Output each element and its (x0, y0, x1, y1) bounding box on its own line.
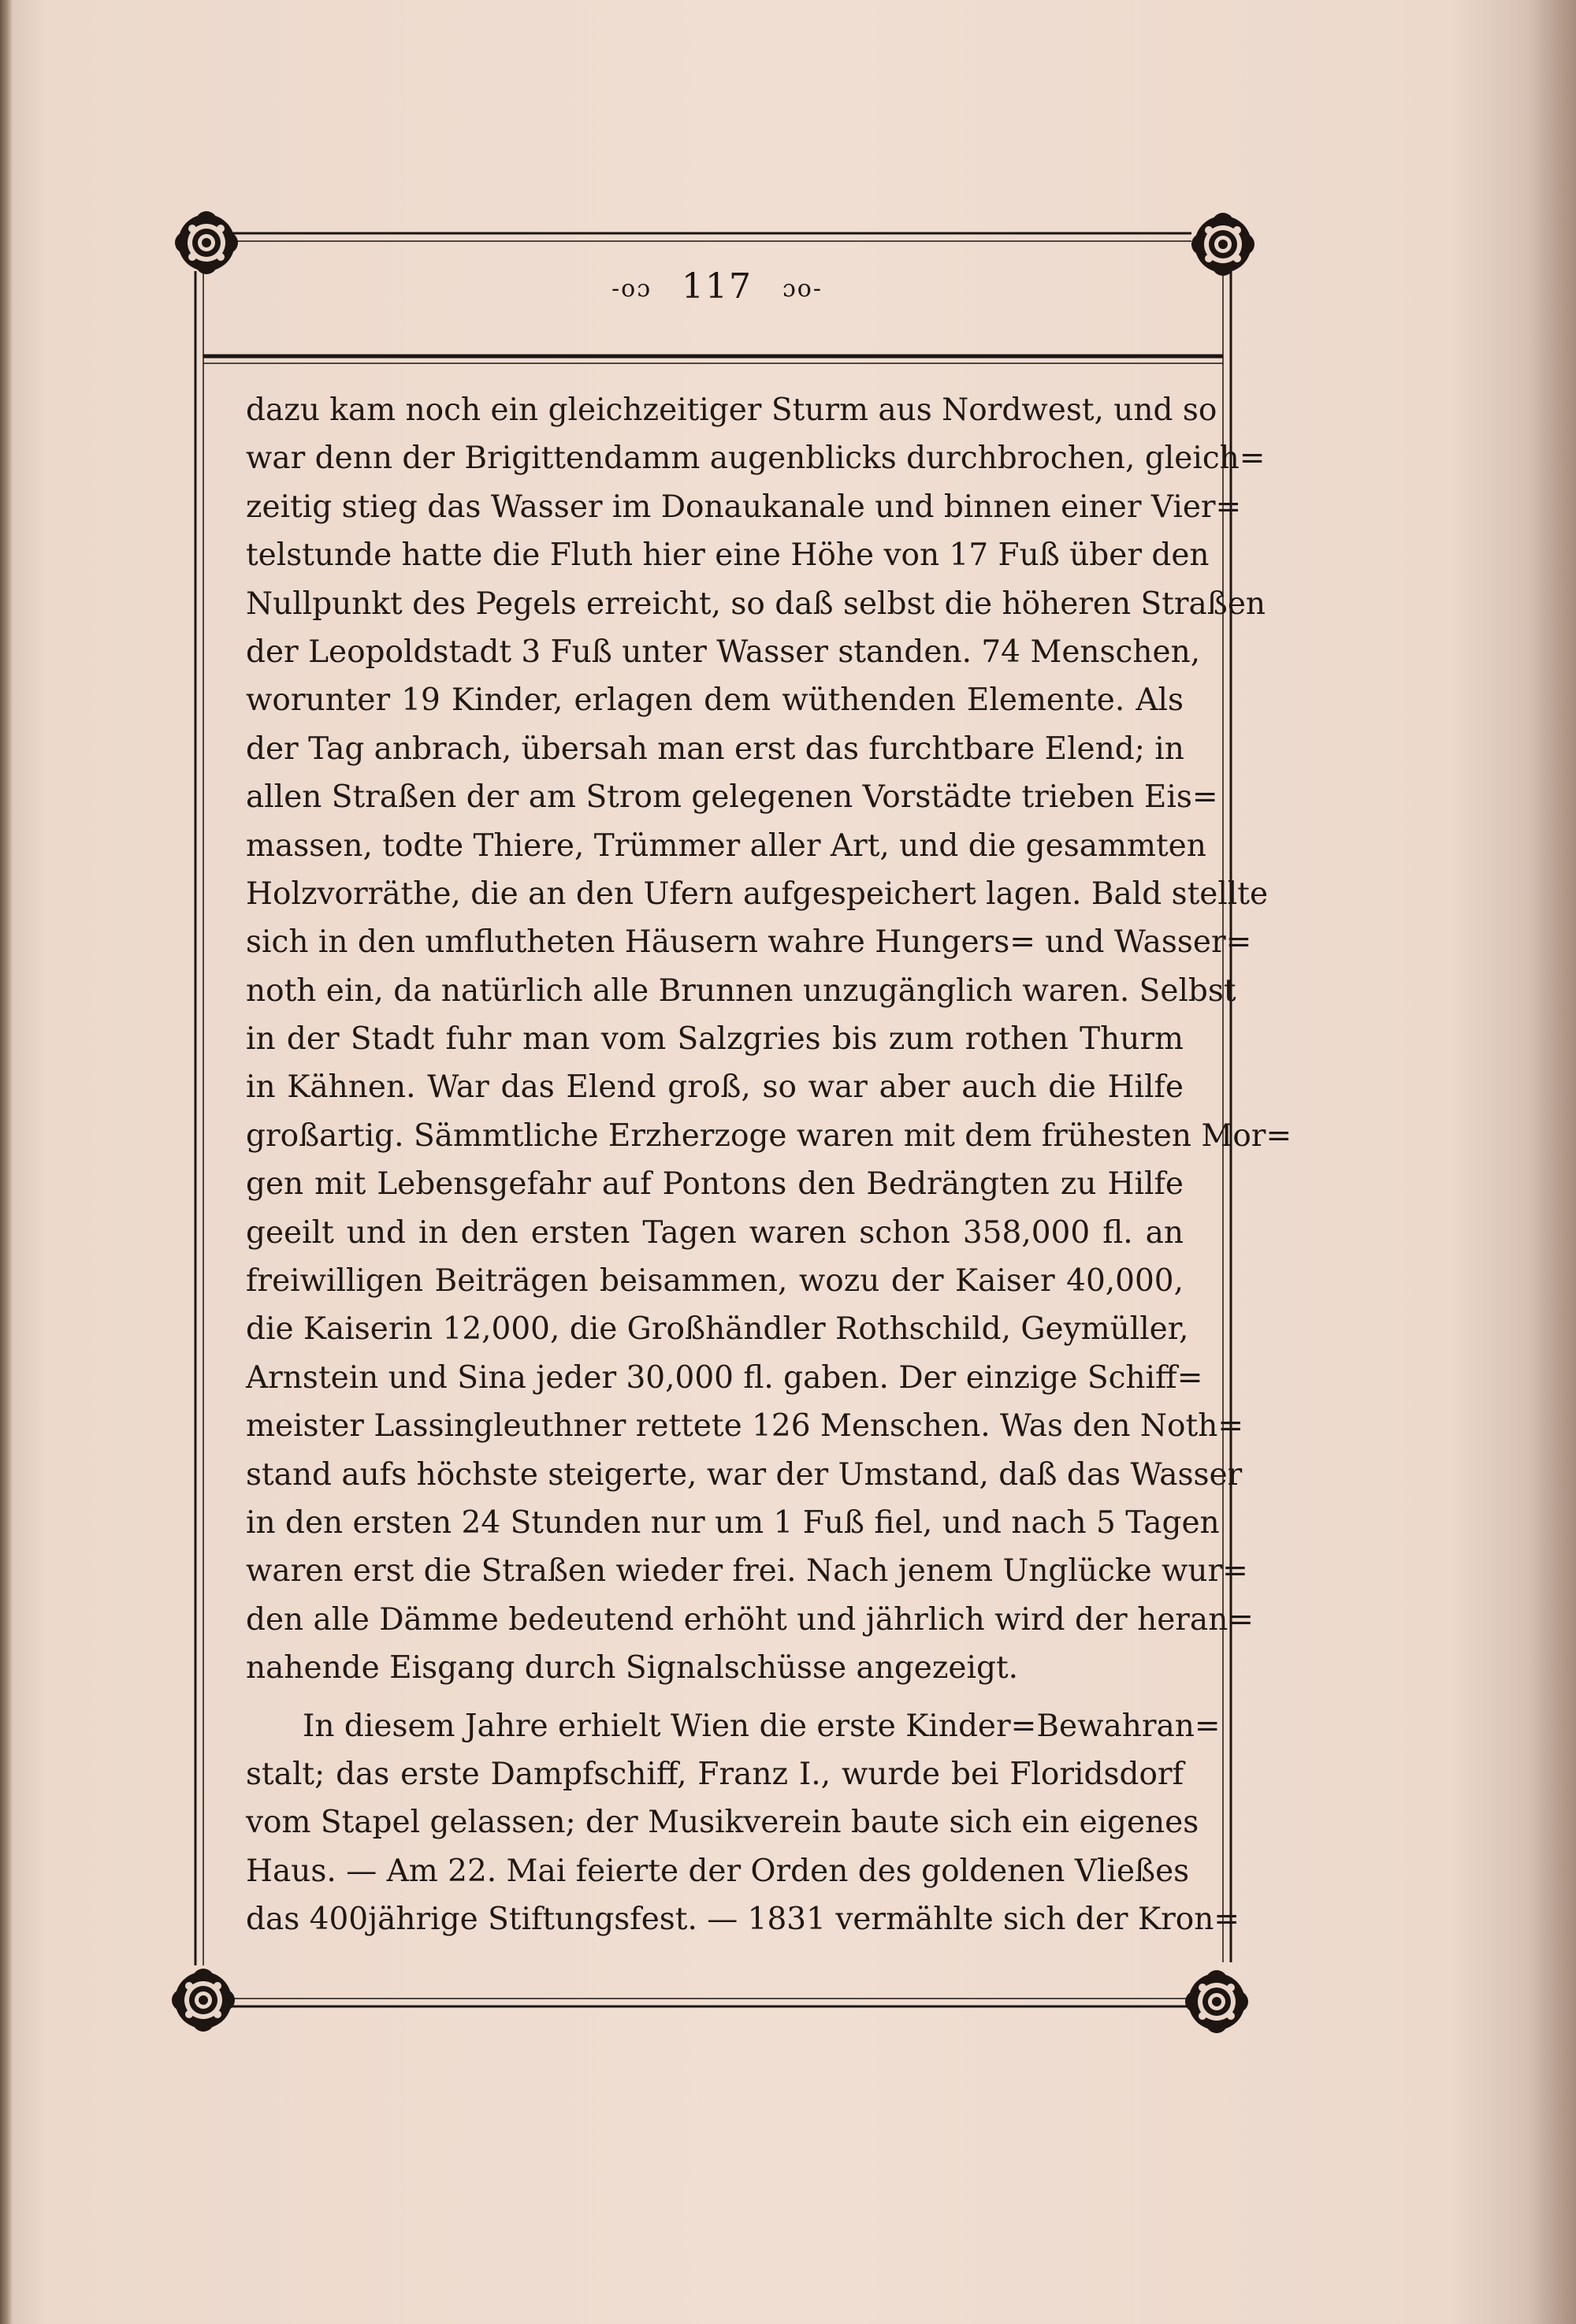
text-line: in Kähnen. War das Elend groß, so war aber auch die Hilfe (246, 1069, 1184, 1106)
text-line: meister Lassingleuthner rettete 126 Menschen. Was den Noth= (246, 1408, 1243, 1445)
text-line: Holzvorräthe, die an den Ufern aufgespeichert lagen. Bald stellte (246, 876, 1269, 912)
paragraph-1 (246, 386, 1292, 1693)
text-line: telstunde hatte die Fluth hier eine Höhe von 17 Fuß über den (246, 537, 1210, 574)
header-ornament-left: -oɔ (611, 275, 652, 303)
paragraph-gap (246, 1693, 1184, 1702)
text-line: der Leopoldstadt 3 Fuß unter Wasser standen. 74 Menschen, (246, 634, 1201, 670)
text-line: sich in den umflutheten Häusern wahre Hungers= und Wasser= (246, 924, 1252, 961)
text-line: stand aufs höchste steigerte, war der Umstand, daß das Wasser (246, 1456, 1243, 1493)
text-line: die Kaiserin 12,000, die Großhändler Rothschild, Geymüller, (246, 1311, 1189, 1348)
corner-rosette-top-left (175, 211, 238, 274)
text-line: waren erst die Straßen wieder frei. Nach jenem Unglücke wur= (246, 1553, 1248, 1590)
text-line: den alle Dämme bedeutend erhöht und jährlich wird der heran= (246, 1601, 1254, 1638)
text-line: geeilt und in den ersten Tagen waren schon 358,000 fl. an (246, 1214, 1184, 1251)
text-line: Haus. — Am 22. Mai feierte der Orden des goldenen Vließes (246, 1853, 1190, 1889)
text-line: massen, todte Thiere, Trümmer aller Art, und die gesammten (246, 827, 1206, 864)
text-line: der Tag anbrach, übersah man erst das furchtbare Elend; in (246, 731, 1184, 767)
text-line: allen Straßen der am Strom gelegenen Vorstädte trieben Eis= (246, 779, 1218, 816)
page-header (599, 266, 835, 307)
text-line: Nullpunkt des Pegels erreicht, so daß selbst die höheren Straßen (246, 586, 1266, 622)
corner-rosette-bottom-left (172, 1969, 235, 2032)
text-line: vom Stapel gelassen; der Musikverein baute sich ein eigenes (246, 1805, 1199, 1841)
text-line: in der Stadt fuhr man vom Salzgries bis zum rothen Thurm (246, 1021, 1184, 1058)
paragraph-2 (246, 1702, 1240, 1944)
text-line: noth ein, da natürlich alle Brunnen unzugänglich waren. Selbst (246, 972, 1236, 1009)
body-text (246, 386, 1292, 1944)
text-line: dazu kam noch ein gleichzeitiger Sturm aus Nordwest, und so (246, 392, 1217, 428)
corner-rosette-bottom-right (1185, 1970, 1248, 2033)
text-line: nahende Eisgang durch Signalschüsse angezeigt. (246, 1650, 1019, 1686)
text-line: stalt; das erste Dampfschiff, Franz I., wurde bei Floridsdorf (246, 1756, 1184, 1792)
text-line: In diesem Jahre erhielt Wien die erste Kinder=Bewahran= (303, 1708, 1221, 1744)
text-line: freiwilligen Beiträgen beisammen, wozu der Kaiser 40,000, (246, 1263, 1184, 1300)
page-number: 117 (682, 266, 753, 307)
text-line: das 400jährige Stiftungsfest. — 1831 vermählte sich der Kron= (246, 1902, 1240, 1938)
text-line: worunter 19 Kinder, erlagen dem wüthenden Elemente. Als (246, 682, 1184, 719)
header-ornament-right: ɔo- (782, 275, 823, 303)
text-line: zeitig stieg das Wasser im Donaukanale und binnen einer Vier= (246, 489, 1242, 525)
corner-rosette-top-right (1191, 213, 1254, 276)
text-line: Arnstein und Sina jeder 30,000 fl. gaben. Der einzige Schiff= (246, 1359, 1203, 1396)
text-line: großartig. Sämmtliche Erzherzoge waren mit dem frühesten Mor= (246, 1117, 1292, 1154)
text-line: war denn der Brigittendamm augenblicks durchbrochen, gleich= (246, 441, 1266, 477)
text-line: gen mit Lebensgefahr auf Pontons den Bedrängten zu Hilfe (246, 1166, 1184, 1203)
text-line: in den ersten 24 Stunden nur um 1 Fuß fiel, und nach 5 Tagen (246, 1504, 1220, 1541)
